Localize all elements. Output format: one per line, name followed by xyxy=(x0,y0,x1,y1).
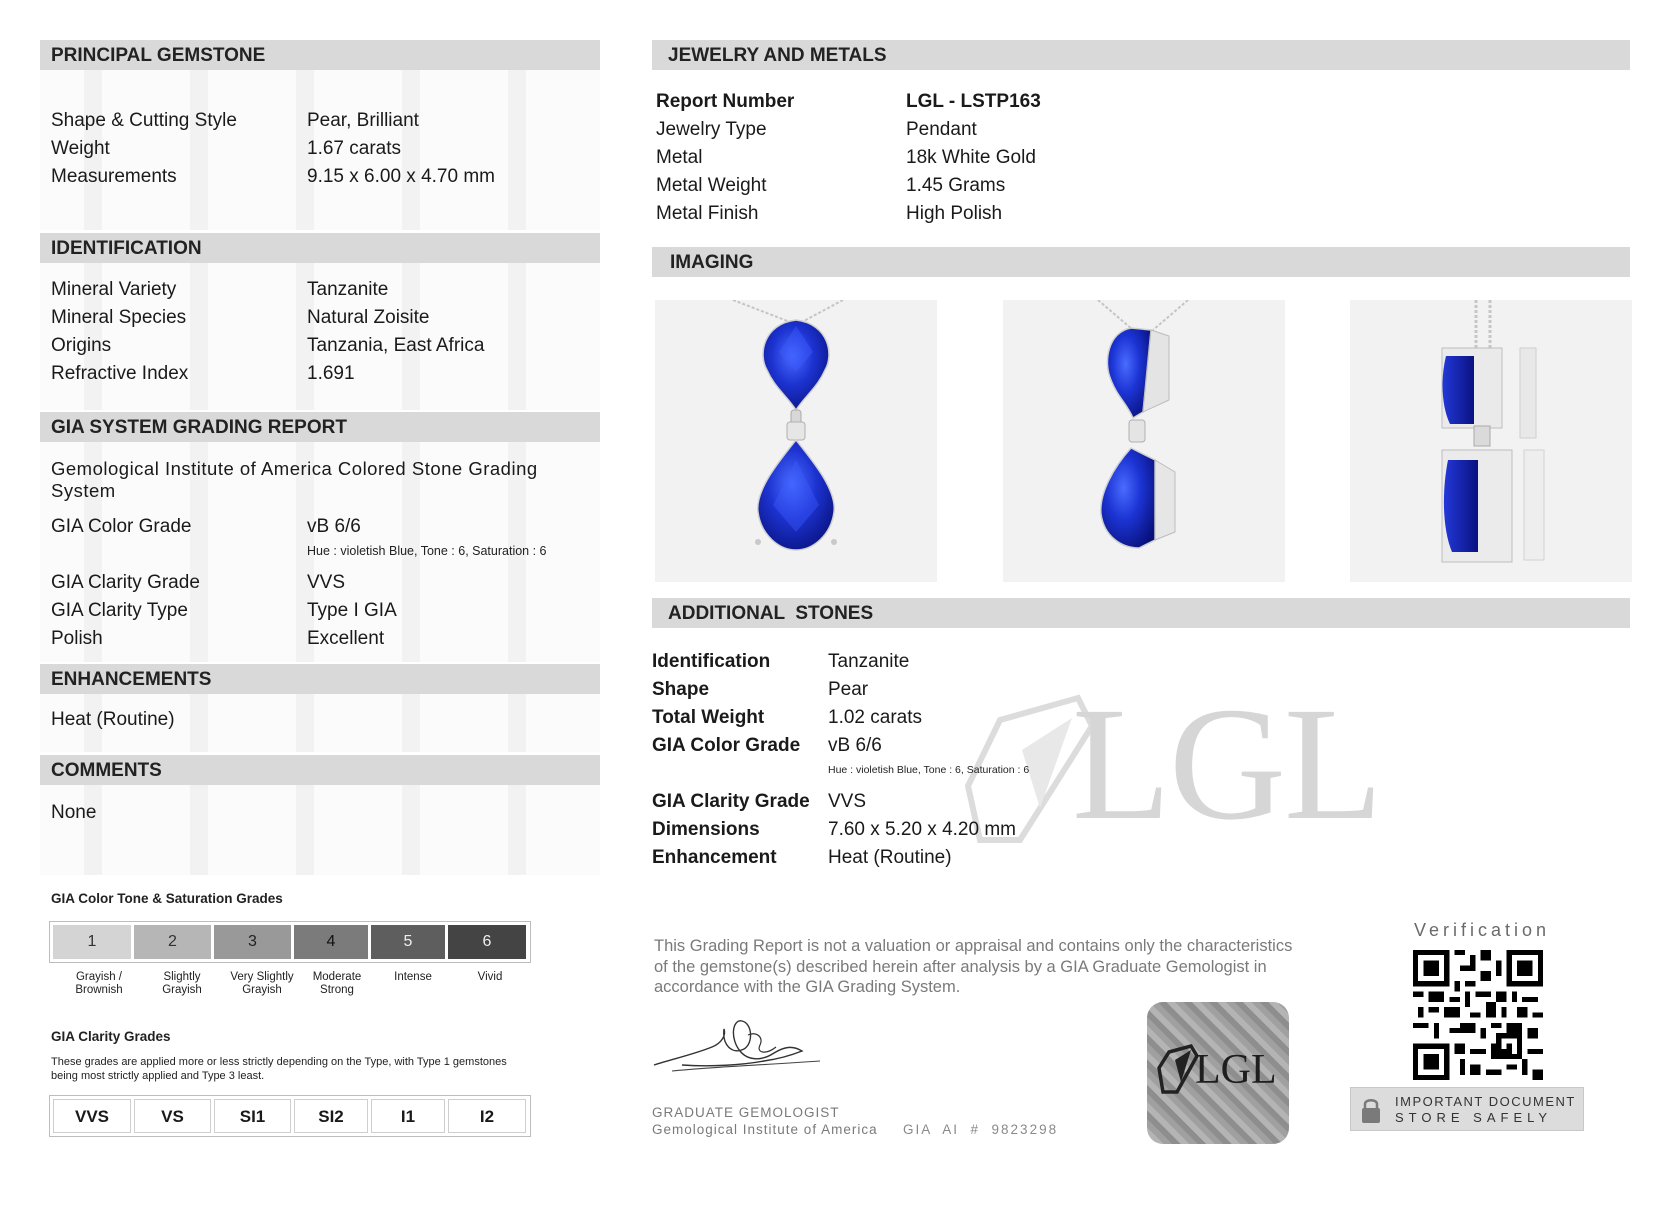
clarity-scale-note: These grades are applied more or less strictly depending on the Type, with Type 1 gemstones being most strictly applied and Type 3 least. xyxy=(51,1056,507,1082)
gia-clarity-grade-label: GIA Clarity Grade xyxy=(51,572,200,593)
refractive-index-label: Refractive Index xyxy=(51,363,189,384)
add-shape-value: Pear xyxy=(828,679,869,700)
tone-grade-5: 5 xyxy=(371,925,445,959)
origins-label: Origins xyxy=(51,335,112,356)
tone-label-4: Moderate Strong xyxy=(312,971,362,996)
comments-header: COMMENTS xyxy=(40,755,600,785)
signature-org: Gemological Institute of America xyxy=(652,1122,878,1137)
add-color-grade-value: vB 6/6 xyxy=(828,735,882,756)
notice-line-2: STORE SAFELY xyxy=(1395,1110,1553,1125)
report-number-value: LGL - LSTP163 xyxy=(906,91,1041,112)
add-identification-value: Tanzanite xyxy=(828,651,910,672)
shape-label: Shape & Cutting Style xyxy=(51,110,237,131)
jewelry-type-value: Pendant xyxy=(906,119,977,140)
metal-label: Metal xyxy=(656,147,703,168)
hologram-seal xyxy=(1147,1002,1289,1144)
report-number-label: Report Number xyxy=(656,91,795,112)
notice-line-1: IMPORTANT DOCUMENT xyxy=(1395,1094,1576,1109)
metal-value: 18k White Gold xyxy=(906,147,1036,168)
origins-value: Tanzania, East Africa xyxy=(307,335,485,356)
add-total-weight-label: Total Weight xyxy=(652,707,765,728)
tone-scale-title: GIA Color Tone & Saturation Grades xyxy=(51,891,283,906)
jewelry-metals-header: JEWELRY AND METALS xyxy=(652,40,1630,70)
gia-color-grade-value: vB 6/6 xyxy=(307,516,361,537)
add-color-grade-label: GIA Color Grade xyxy=(652,735,801,756)
tone-grade-2: 2 xyxy=(134,925,211,959)
weight-value: 1.67 carats xyxy=(307,138,401,159)
identification-header: IDENTIFICATION xyxy=(40,233,600,263)
polish-label: Polish xyxy=(51,628,103,649)
gemologist-signature xyxy=(652,1015,832,1075)
clarity-grade-vvs: VVS xyxy=(53,1099,131,1133)
polish-value: Excellent xyxy=(307,628,385,649)
tone-label-3: Very Slightly Grayish xyxy=(230,971,294,996)
refractive-index-value: 1.691 xyxy=(307,363,355,384)
add-dimensions-label: Dimensions xyxy=(652,819,760,840)
tone-grade-1: 1 xyxy=(53,925,131,959)
add-shape-label: Shape xyxy=(652,679,710,700)
gia-clarity-type-value: Type I GIA xyxy=(307,600,397,621)
tone-grade-4: 4 xyxy=(294,925,368,959)
pendant-photo-side xyxy=(1350,300,1632,582)
gia-report-header: GIA SYSTEM GRADING REPORT xyxy=(40,412,600,442)
clarity-scale xyxy=(49,1095,531,1137)
enhancements-value: Heat (Routine) xyxy=(51,709,175,730)
gia-clarity-grade-value: VVS xyxy=(307,572,346,593)
metal-weight-label: Metal Weight xyxy=(656,175,767,196)
signature-id: GIA AI # 9823298 xyxy=(903,1122,1059,1137)
comments-value: None xyxy=(51,802,97,823)
metal-weight-value: 1.45 Grams xyxy=(906,175,1006,196)
important-document-notice xyxy=(1350,1087,1584,1131)
verification-title: Verification xyxy=(1414,920,1551,940)
add-enhancement-label: Enhancement xyxy=(652,847,777,868)
metal-finish-label: Metal Finish xyxy=(656,203,759,224)
mineral-variety-value: Tanzanite xyxy=(307,279,389,300)
pendant-photo-angled xyxy=(1003,300,1285,582)
tone-scale xyxy=(49,921,531,963)
clarity-grade-si2: SI2 xyxy=(294,1099,368,1133)
gia-color-grade-label: GIA Color Grade xyxy=(51,516,192,537)
tone-label-6: Vivid xyxy=(477,971,503,983)
add-clarity-grade-label: GIA Clarity Grade xyxy=(652,791,810,812)
metal-finish-value: High Polish xyxy=(906,203,1003,224)
principal-gemstone-header: PRINCIPAL GEMSTONE xyxy=(40,40,600,70)
tone-label-1: Grayish / Brownish xyxy=(75,971,123,996)
add-dimensions-value: 7.60 x 5.20 x 4.20 mm xyxy=(828,819,1016,840)
lock-icon xyxy=(1361,1096,1381,1124)
tone-grade-6: 6 xyxy=(448,925,526,959)
add-total-weight-value: 1.02 carats xyxy=(828,707,922,728)
measurements-value: 9.15 x 6.00 x 4.70 mm xyxy=(307,166,495,187)
clarity-scale-title: GIA Clarity Grades xyxy=(51,1029,171,1044)
add-enhancement-value: Heat (Routine) xyxy=(828,847,952,868)
mineral-variety-label: Mineral Variety xyxy=(51,279,177,300)
clarity-grade-i1: I1 xyxy=(371,1099,445,1133)
disclaimer-text: This Grading Report is not a valuation or appraisal and contains only the characteristics of the gemstone(s) described herein after analysis by a GIA Graduate Gemologist in accordance with the GIA Grading System. xyxy=(654,937,1293,996)
shape-value: Pear, Brilliant xyxy=(307,110,419,131)
tone-label-2: Slightly Grayish xyxy=(162,971,202,996)
pendant-photo-front xyxy=(655,300,937,582)
imaging-header: IMAGING xyxy=(652,247,1630,277)
jewelry-type-label: Jewelry Type xyxy=(656,119,767,140)
measurements-label: Measurements xyxy=(51,166,177,187)
verification-qr-code[interactable] xyxy=(1413,950,1543,1080)
tone-label-5: Intense xyxy=(394,971,432,983)
gia-clarity-type-label: GIA Clarity Type xyxy=(51,600,188,621)
clarity-grade-si1: SI1 xyxy=(214,1099,291,1133)
add-identification-label: Identification xyxy=(652,651,771,672)
hue-note: Hue : violetish Blue, Tone : 6, Saturation : 6 xyxy=(307,544,547,558)
signature-title: GRADUATE GEMOLOGIST xyxy=(652,1105,840,1120)
clarity-grade-vs: VS xyxy=(134,1099,211,1133)
add-hue-note: Hue : violetish Blue, Tone : 6, Saturation : 6 xyxy=(828,764,1030,776)
mineral-species-value: Natural Zoisite xyxy=(307,307,430,328)
weight-label: Weight xyxy=(51,138,110,159)
add-clarity-grade-value: VVS xyxy=(828,791,867,812)
lgl-watermark-text: LGL xyxy=(1072,675,1381,854)
enhancements-header: ENHANCEMENTS xyxy=(40,664,600,694)
additional-stones-header: ADDITIONAL STONES xyxy=(652,598,1630,628)
mineral-species-label: Mineral Species xyxy=(51,307,187,328)
clarity-grade-i2: I2 xyxy=(448,1099,526,1133)
comments-panel xyxy=(40,785,600,875)
tone-grade-3: 3 xyxy=(214,925,291,959)
gia-report-intro: Gemological Institute of America Colored Stone Grading System xyxy=(51,458,538,501)
hologram-text: LGL xyxy=(1195,1047,1277,1093)
